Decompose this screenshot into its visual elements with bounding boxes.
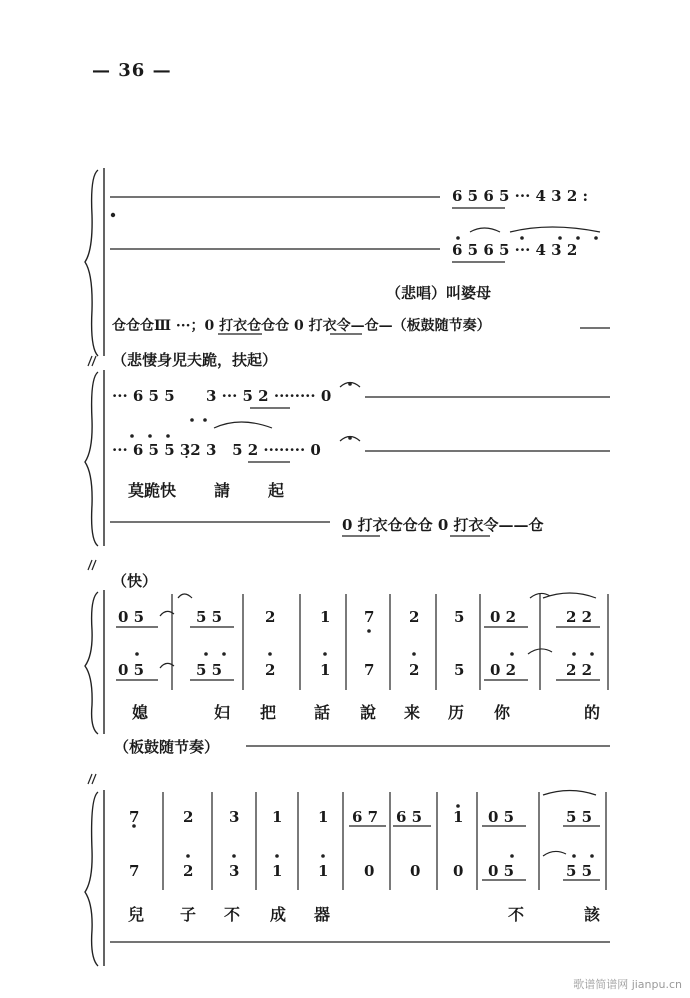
s4-lower-note: 0 [364,862,375,880]
s3-lower-note: 2 2 [566,661,593,679]
s3-lower-note: 5 5 [196,661,223,679]
s2-lyric: 請 [214,481,231,500]
s3-lower-note: 7 [364,661,375,679]
s3-lower-note: 1 [320,661,331,679]
s3-lyric: 你 [494,703,511,722]
s2-direction: （悲悽身児夫跪，扶起） [112,351,278,369]
s3-lyric: 的 [584,703,601,722]
s1-percussion: 仓仓仓Ⅲ ···；0 打衣仓仓仓 0 打衣令—仓—（板鼓随节奏） [112,318,491,334]
s3-upper-note: 2 [409,608,420,626]
s4-lower-note: 0 5 [488,862,515,880]
s3-lower-note: 2 [409,661,420,679]
s4-lyric: 成 [270,905,287,924]
s2-lyric: 莫跪快 [128,481,177,500]
s4-lower-note: 1 [272,862,283,880]
s3-upper-note: 1 [320,608,331,626]
site-watermark: 歌谱简谱网 jianpu.cn [573,978,682,991]
s3-lyric: 把 [260,703,277,722]
s1-upper-notes: 6 5 6 5 ··· 4 3 2 : [452,187,589,205]
s3-upper-note: 7 [364,608,375,626]
s4-lower-note: 1 [318,862,329,880]
s3-upper-note: 0 2 [490,608,517,626]
s3-upper-note: 2 [265,608,276,626]
s4-upper-note: 5 5 [566,808,593,826]
s2-lyric: 起 [268,481,285,500]
s3-lower-note: 5 [454,661,465,679]
s3-lyric: 来 [404,703,421,722]
s4-lower-note: 7 [129,862,140,880]
s3-lyric: 說 [360,703,377,722]
s4-lyric: 器 [314,905,331,924]
s3-lower-note: 0 5 [118,661,145,679]
s1-cue: （悲唱）叫婆母 [386,284,492,302]
s4-lyric: 不 [508,905,525,924]
s3-lyric: 話 [314,703,331,722]
s4-upper-note: 3 [229,808,240,826]
s3-upper-note: 0 5 [118,608,145,626]
s3-lyric: 媳 [132,703,149,722]
s2-lower-notes: ··· 6 5 5 3̣2 3 5 2 ········ 0 [112,441,321,459]
s4-lyric: 不 [224,905,241,924]
s4-lower-note: 0 [453,862,464,880]
s4-upper-note: 1 [272,808,283,826]
s4-lower-note: 5 5 [566,862,593,880]
s4-upper-note: 7 [129,808,140,826]
s2-percussion: 0 打衣仓仓仓 0 打衣令——仓 [342,516,544,534]
s1-lower-notes: 6 5 6 5 ··· 4 3 2 [452,241,578,259]
s3-upper-note: 5 [454,608,465,626]
s4-lower-note: 0 [410,862,421,880]
s4-lyric: 兒 [128,905,145,924]
page-number: — 36 — [92,60,172,81]
s3-lower-note: 2 [265,661,276,679]
s4-lyric: 子 [180,905,197,924]
s4-upper-note: 0 5 [488,808,515,826]
s3-upper-note: 2 2 [566,608,593,626]
s4-upper-note: 1 [318,808,329,826]
s4-lower-note: 2 [183,862,194,880]
s3-tempo: （快） [112,572,158,590]
s4-lyric: 該 [584,905,601,924]
s3-lower-note: 0 2 [490,661,517,679]
s4-upper-note: 2 [183,808,194,826]
s4-lower-note: 3 [229,862,240,880]
s3-accompaniment: （板鼓随节奏） [114,738,220,756]
s4-upper-note: 6 5 [396,808,423,826]
s3-lyric: 历 [448,703,465,722]
s4-upper-note: 1 [453,808,464,826]
s3-upper-note: 5 5 [196,608,223,626]
s3-lyric: 妇 [214,703,231,722]
s4-upper-note: 6 7 [352,808,379,826]
s2-upper-notes: ··· 6 5 5 3 ··· 5 2 ········ 0 [112,387,332,405]
